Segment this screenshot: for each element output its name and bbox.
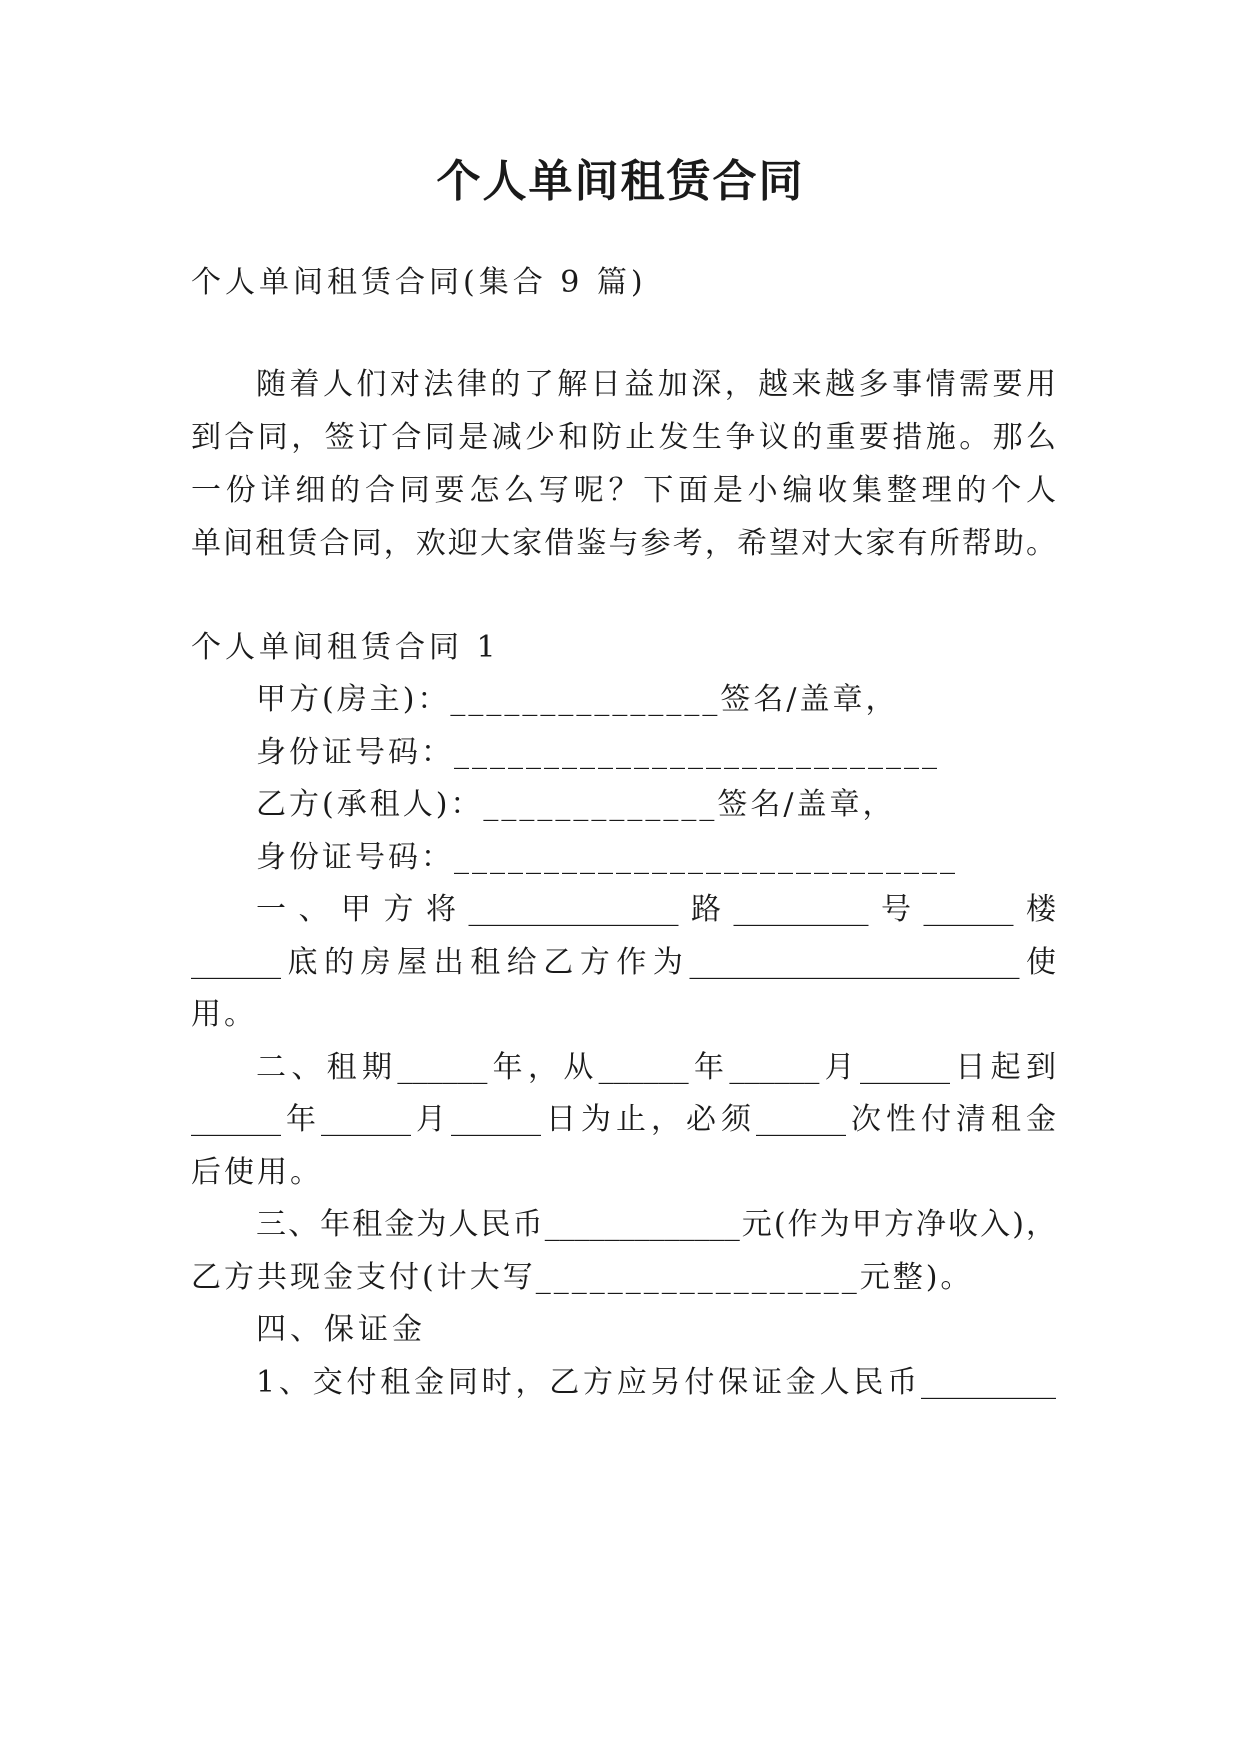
party-a-id-line: 身份证号码：___________________________ [256,735,940,770]
clause-4-item-1: 1、交付租金同时，乙方应另付保证金人民币_________ [256,1365,1056,1400]
clause-3-line-2: 乙方共现金支付(计大写__________________元整)。 [191,1260,974,1295]
clause-1-line-3: 用。 [191,997,257,1032]
party-b-line: 乙方(承租人)：_____________签名/盖章， [256,787,896,822]
clause-2-line-2: ______年______月______日为止，必须______次性付清租金 [191,1102,1056,1137]
party-a-line: 甲方(房主)：_______________签名/盖章， [256,682,899,717]
document-subtitle: 个人单间租赁合同(集合 9 篇) [191,265,647,300]
clause-4-heading: 四、保证金 [256,1312,426,1347]
intro-line-1: 随着人们对法律的了解日益加深，越来越多事情需要用 [256,367,1056,402]
intro-line-4: 单间租赁合同，欢迎大家借鉴与参考，希望对大家有所帮助。 [191,526,1056,561]
clause-3-line-1: 三、年租金为人民币_____________元(作为甲方净收入)， [256,1207,1056,1242]
clause-1-line-2: ______底的房屋出租给乙方作为______________________使 [191,945,1056,980]
party-b-id-line: 身份证号码：____________________________ [256,840,958,875]
intro-line-2: 到合同，签订合同是减少和防止发生争议的重要措施。那么 [191,420,1056,455]
section-heading: 个人单间租赁合同 1 [191,630,500,665]
clause-1-line-1: 一、甲方将______________路_________号______楼 [256,892,1056,927]
clause-2-line-1: 二、租期______年，从______年______月______日起到 [256,1050,1056,1085]
clause-2-line-3: 后使用。 [191,1155,323,1190]
intro-line-3: 一份详细的合同要怎么写呢？下面是小编收集整理的个人 [191,473,1056,508]
document-title: 个人单间租赁合同 [436,156,805,207]
